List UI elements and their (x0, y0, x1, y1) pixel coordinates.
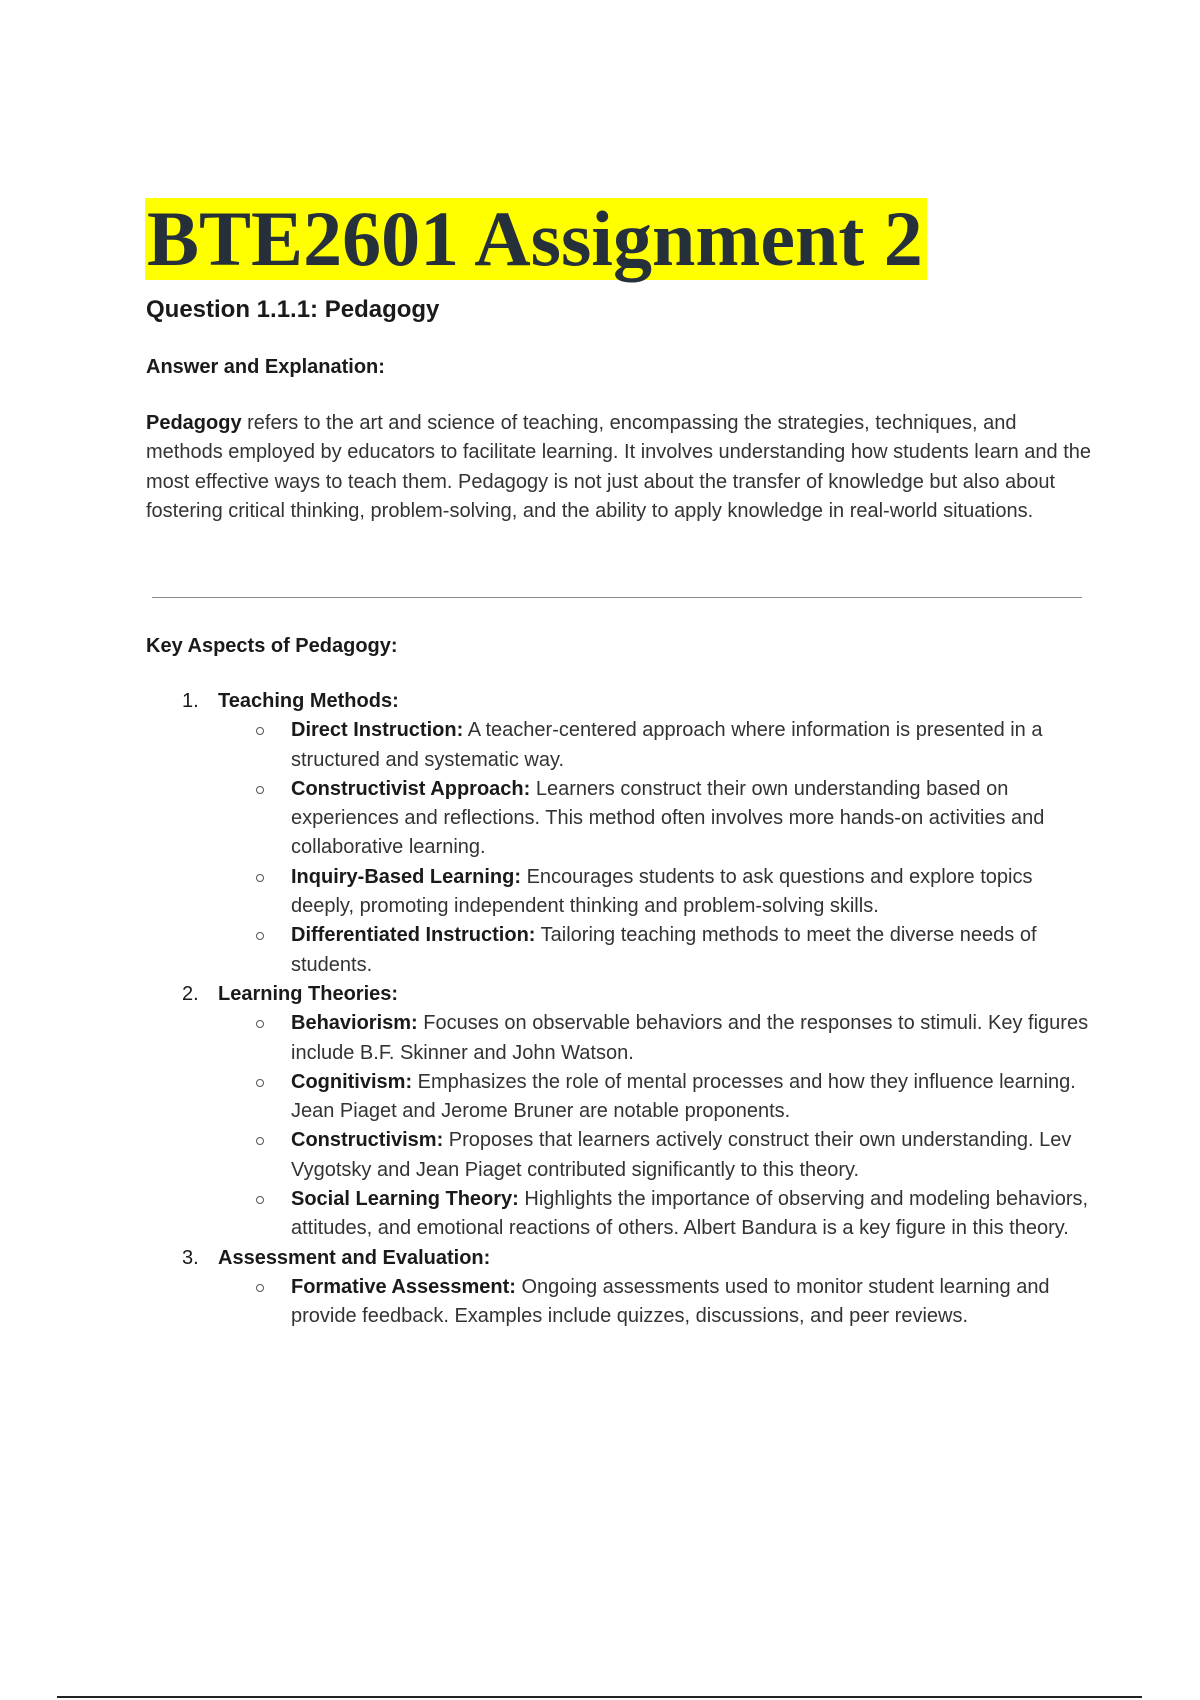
point-term: Cognitivism: (291, 1070, 413, 1093)
page-bottom-rule (57, 1696, 1142, 1698)
point-term: Social Learning Theory: (291, 1188, 519, 1211)
aspect-number: 1. (182, 690, 199, 712)
hollow-bullet-icon (256, 727, 264, 735)
point-term: Behaviorism: (291, 1012, 418, 1035)
point-term: Inquiry-Based Learning: (291, 865, 522, 888)
list-item (218, 863, 1096, 922)
list-item (218, 921, 1096, 980)
hollow-bullet-icon (256, 786, 264, 794)
list-item (218, 1273, 1096, 1332)
point-term: Formative Assessment: (291, 1275, 516, 1298)
point-text: Learners construct their own understanding based on experiences and reflections. This method often involves more hands-on activities and collaborative learning. (291, 777, 1045, 859)
hollow-bullet-icon (256, 1284, 264, 1292)
intro-paragraph (146, 409, 1096, 526)
point-text: Tailoring teaching methods to meet the diverse needs of students. (291, 924, 1037, 976)
intro-term: Pedagogy (146, 412, 242, 434)
aspect-points (218, 1009, 1096, 1243)
list-item (218, 716, 1096, 775)
aspect-points (218, 1273, 1096, 1332)
question-heading: Question 1.1.1: Pedagogy (146, 296, 440, 323)
point-text: Focuses on observable behaviors and the responses to stimuli. Key figures include B.F. Skinner and John Watson. (291, 1012, 1089, 1064)
aspect-title: Learning Theories: (218, 982, 399, 1005)
hollow-bullet-icon (256, 1020, 264, 1028)
aspect-item (146, 980, 1096, 1244)
point-term: Direct Instruction: (291, 719, 464, 742)
point-term: Constructivism: (291, 1129, 444, 1152)
aspect-number: 2. (182, 982, 199, 1005)
point-text: Encourages students to ask questions and explore topics deeply, promoting independent thinking and problem-solving skills. (291, 865, 1033, 918)
list-item (218, 1126, 1096, 1185)
answer-heading: Answer and Explanation: (146, 356, 385, 378)
hollow-bullet-icon (256, 1196, 264, 1204)
aspects-heading: Key Aspects of Pedagogy: (146, 635, 398, 657)
point-term: Constructivist Approach: (291, 777, 531, 800)
aspect-points (218, 716, 1096, 980)
point-text: Ongoing assessments used to monitor student learning and provide feedback. Examples include quizzes, discussions, and peer reviews. (291, 1275, 1050, 1328)
point-term: Differentiated Instruction: (291, 924, 536, 947)
list-item (218, 1068, 1096, 1127)
document-title: BTE2601 Assignment 2 (145, 198, 927, 280)
aspect-item (146, 1244, 1096, 1332)
aspect-title: Teaching Methods: (218, 690, 399, 712)
hollow-bullet-icon (256, 932, 264, 940)
point-text: Highlights the importance of observing and modeling behaviors, attitudes, and emotional reactions of others. Albert Bandura is a key figure in this theory. (291, 1188, 1089, 1240)
aspect-item (146, 687, 1096, 980)
point-text: Proposes that learners actively construct their own understanding. Lev Vygotsky and Jean Piaget contributed significantly to this theory. (291, 1129, 1072, 1181)
intro-text: refers to the art and science of teaching, encompassing the strategies, techniques, and methods employed by educators to facilitate learning. It involves understanding how students learn and the most effective ways to teach them. Pedagogy is not just about the transfer of knowledge but also about fostering critical thinking, problem-solving, and the ability to apply knowledge in real-world situations. (146, 412, 1092, 522)
list-item (218, 775, 1096, 863)
point-text: A teacher-centered approach where information is presented in a structured and systematic way. (291, 719, 1043, 771)
hollow-bullet-icon (256, 1137, 264, 1145)
list-item (218, 1185, 1096, 1244)
point-text: Emphasizes the role of mental processes and how they influence learning. Jean Piaget and Jerome Bruner are notable proponents. (291, 1070, 1076, 1123)
aspect-title: Assessment and Evaluation: (218, 1246, 491, 1269)
aspects-list (146, 687, 1096, 1332)
horizontal-divider (152, 597, 1082, 598)
hollow-bullet-icon (256, 874, 264, 882)
list-item (218, 1009, 1096, 1068)
aspect-number: 3. (182, 1246, 199, 1269)
hollow-bullet-icon (256, 1079, 264, 1087)
